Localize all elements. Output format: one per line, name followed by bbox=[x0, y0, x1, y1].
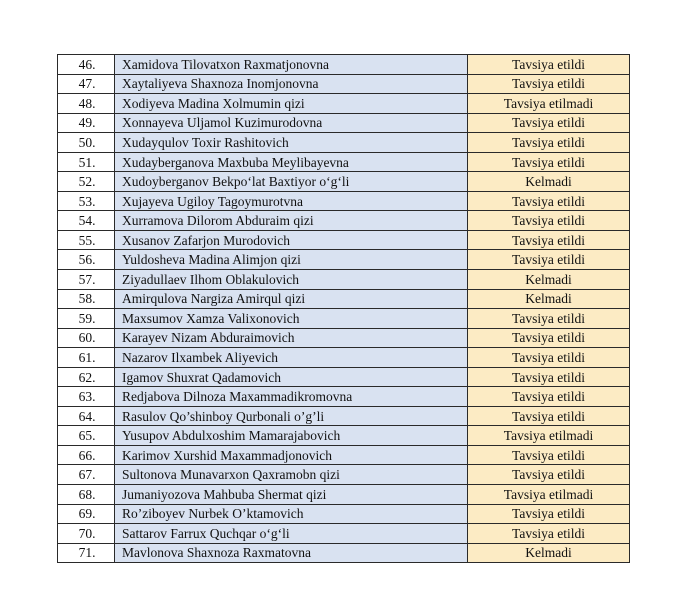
row-number: 68. bbox=[58, 485, 115, 505]
row-number: 50. bbox=[58, 133, 115, 153]
table-row bbox=[58, 406, 630, 426]
table-row bbox=[58, 270, 630, 290]
status-cell: Tavsiya etildi bbox=[468, 309, 630, 329]
table-row bbox=[58, 113, 630, 133]
status-cell: Tavsiya etilmadi bbox=[468, 94, 630, 114]
person-name: Igamov Shuxrat Qadamovich bbox=[115, 367, 468, 387]
status-cell: Tavsiya etildi bbox=[468, 465, 630, 485]
status-cell: Tavsiya etildi bbox=[468, 406, 630, 426]
person-name: Xudayberganova Maxbuba Meylibayevna bbox=[115, 152, 468, 172]
status-cell: Tavsiya etilmadi bbox=[468, 485, 630, 505]
row-number: 47. bbox=[58, 74, 115, 94]
status-cell: Kelmadi bbox=[468, 172, 630, 192]
status-cell: Tavsiya etildi bbox=[468, 133, 630, 153]
person-name: Amirqulova Nargiza Amirqul qizi bbox=[115, 289, 468, 309]
person-name: Xaytaliyeva Shaxnoza Inomjonovna bbox=[115, 74, 468, 94]
table-row bbox=[58, 309, 630, 329]
row-number: 63. bbox=[58, 387, 115, 407]
person-name: Sattarov Farrux Quchqar o‘g‘li bbox=[115, 524, 468, 544]
status-cell: Kelmadi bbox=[468, 289, 630, 309]
row-number: 66. bbox=[58, 445, 115, 465]
person-name: Karimov Xurshid Maxammadjonovich bbox=[115, 445, 468, 465]
person-name: Jumaniyozova Mahbuba Shermat qizi bbox=[115, 485, 468, 505]
person-name: Xudayqulov Toxir Rashitovich bbox=[115, 133, 468, 153]
row-number: 57. bbox=[58, 270, 115, 290]
status-cell: Tavsiya etildi bbox=[468, 524, 630, 544]
table-row bbox=[58, 230, 630, 250]
status-cell: Tavsiya etildi bbox=[468, 74, 630, 94]
person-name: Xurramova Dilorom Abduraim qizi bbox=[115, 211, 468, 231]
table-row bbox=[58, 387, 630, 407]
status-cell: Tavsiya etildi bbox=[468, 230, 630, 250]
person-name: Rasulov Qo’shinboy Qurbonali o’g’li bbox=[115, 406, 468, 426]
row-number: 70. bbox=[58, 524, 115, 544]
person-name: Maxsumov Xamza Valixonovich bbox=[115, 309, 468, 329]
table-row bbox=[58, 74, 630, 94]
person-name: Yuldosheva Madina Alimjon qizi bbox=[115, 250, 468, 270]
row-number: 53. bbox=[58, 191, 115, 211]
table-row bbox=[58, 211, 630, 231]
row-number: 64. bbox=[58, 406, 115, 426]
status-cell: Tavsiya etildi bbox=[468, 348, 630, 368]
candidates-table-body bbox=[58, 55, 630, 563]
person-name: Sultonova Munavarxon Qaxramobn qizi bbox=[115, 465, 468, 485]
table-row bbox=[58, 426, 630, 446]
status-cell: Tavsiya etildi bbox=[468, 328, 630, 348]
row-number: 55. bbox=[58, 230, 115, 250]
row-number: 46. bbox=[58, 55, 115, 75]
candidates-table bbox=[57, 54, 630, 563]
row-number: 65. bbox=[58, 426, 115, 446]
row-number: 51. bbox=[58, 152, 115, 172]
person-name: Xonnayeva Uljamol Kuzimurodovna bbox=[115, 113, 468, 133]
row-number: 58. bbox=[58, 289, 115, 309]
table-row bbox=[58, 250, 630, 270]
table-row bbox=[58, 191, 630, 211]
person-name: Karayev Nizam Abduraimovich bbox=[115, 328, 468, 348]
row-number: 61. bbox=[58, 348, 115, 368]
person-name: Xusanov Zafarjon Murodovich bbox=[115, 230, 468, 250]
status-cell: Tavsiya etildi bbox=[468, 211, 630, 231]
table-row bbox=[58, 289, 630, 309]
row-number: 60. bbox=[58, 328, 115, 348]
row-number: 56. bbox=[58, 250, 115, 270]
row-number: 52. bbox=[58, 172, 115, 192]
table-row bbox=[58, 367, 630, 387]
table-row bbox=[58, 504, 630, 524]
status-cell: Kelmadi bbox=[468, 543, 630, 563]
status-cell: Tavsiya etildi bbox=[468, 250, 630, 270]
table-row bbox=[58, 152, 630, 172]
status-cell: Tavsiya etildi bbox=[468, 367, 630, 387]
table-row bbox=[58, 348, 630, 368]
person-name: Yusupov Abdulxoshim Mamarajabovich bbox=[115, 426, 468, 446]
table-row bbox=[58, 172, 630, 192]
person-name: Mavlonova Shaxnoza Raxmatovna bbox=[115, 543, 468, 563]
status-cell: Tavsiya etildi bbox=[468, 504, 630, 524]
row-number: 71. bbox=[58, 543, 115, 563]
table-row bbox=[58, 328, 630, 348]
person-name: Nazarov Ilxambek Aliyevich bbox=[115, 348, 468, 368]
row-number: 69. bbox=[58, 504, 115, 524]
row-number: 48. bbox=[58, 94, 115, 114]
row-number: 67. bbox=[58, 465, 115, 485]
status-cell: Tavsiya etildi bbox=[468, 152, 630, 172]
table-row bbox=[58, 485, 630, 505]
status-cell: Kelmadi bbox=[468, 270, 630, 290]
person-name: Ziyadullaev Ilhom Oblakulovich bbox=[115, 270, 468, 290]
table-row bbox=[58, 55, 630, 75]
status-cell: Tavsiya etildi bbox=[468, 387, 630, 407]
person-name: Xodiyeva Madina Xolmumin qizi bbox=[115, 94, 468, 114]
status-cell: Tavsiya etildi bbox=[468, 445, 630, 465]
status-cell: Tavsiya etildi bbox=[468, 191, 630, 211]
table-row bbox=[58, 543, 630, 563]
table-row bbox=[58, 465, 630, 485]
person-name: Xujayeva Ugiloy Tagoymurotvna bbox=[115, 191, 468, 211]
person-name: Xudoyberganov Bekpo‘lat Baxtiyor o‘g‘li bbox=[115, 172, 468, 192]
table-row bbox=[58, 524, 630, 544]
row-number: 49. bbox=[58, 113, 115, 133]
person-name: Redjabova Dilnoza Maxammadikromovna bbox=[115, 387, 468, 407]
person-name: Xamidova Tilovatxon Raxmatjonovna bbox=[115, 55, 468, 75]
row-number: 59. bbox=[58, 309, 115, 329]
table-row bbox=[58, 445, 630, 465]
table-row bbox=[58, 94, 630, 114]
status-cell: Tavsiya etilmadi bbox=[468, 426, 630, 446]
person-name: Ro’ziboyev Nurbek O’ktamovich bbox=[115, 504, 468, 524]
row-number: 54. bbox=[58, 211, 115, 231]
table-row bbox=[58, 133, 630, 153]
status-cell: Tavsiya etildi bbox=[468, 113, 630, 133]
row-number: 62. bbox=[58, 367, 115, 387]
status-cell: Tavsiya etildi bbox=[468, 55, 630, 75]
